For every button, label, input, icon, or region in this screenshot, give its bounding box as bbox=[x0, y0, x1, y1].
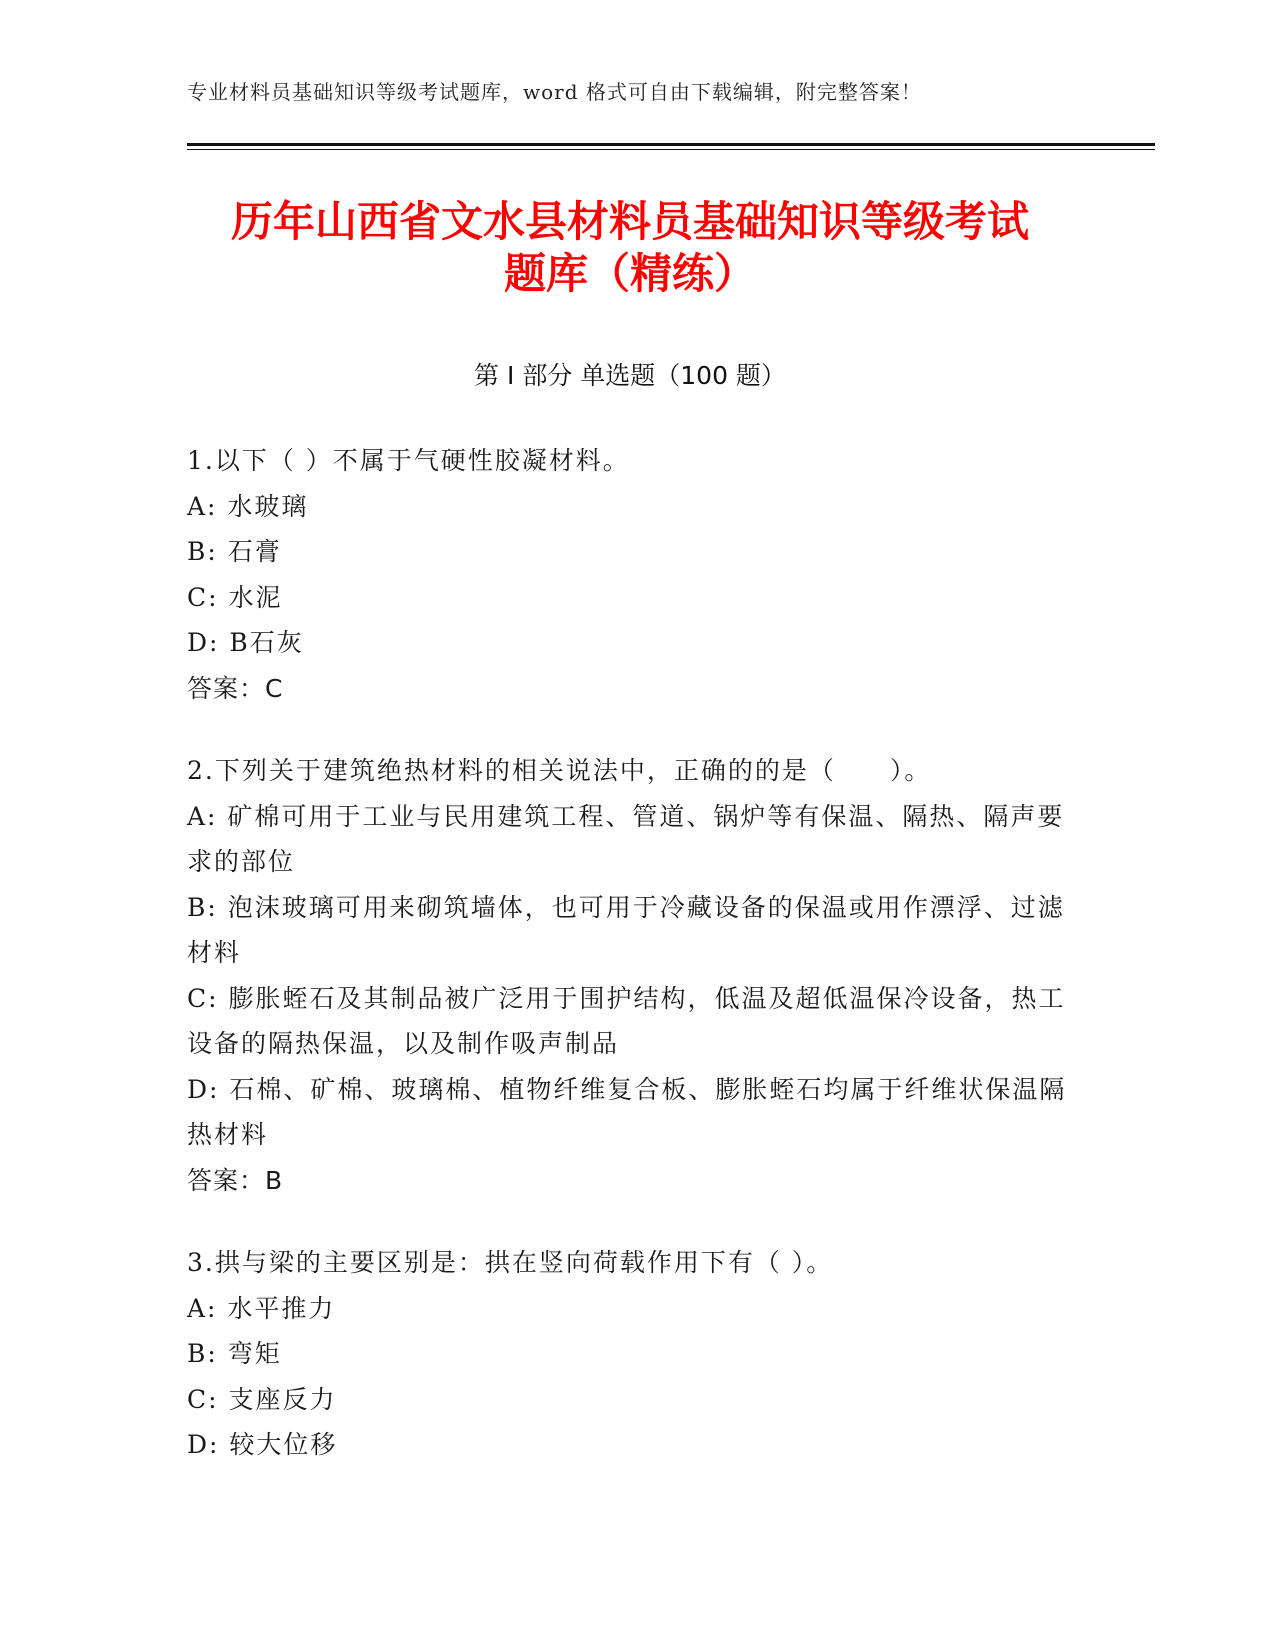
option-c: C: 支座反力 bbox=[187, 1384, 337, 1414]
question-2 bbox=[187, 748, 1077, 1203]
option-a: A: 水平推力 bbox=[187, 1293, 336, 1323]
document-title bbox=[180, 196, 1080, 300]
document-title-line-1: 历年山西省文水县材料员基础知识等级考试 bbox=[230, 197, 1029, 246]
option-c: C: 膨胀蛭石及其制品被广泛用于围护结构，低温及超低温保冷设备，热工设备的隔热保温，以及制作吸声制品 bbox=[187, 983, 1066, 1058]
option-d: D: 石棉、矿棉、玻璃棉、植物纤维复合板、膨胀蛭石均属于纤维状保温隔热材料 bbox=[187, 1074, 1067, 1149]
question-stem: 2.下列关于建筑绝热材料的相关说法中，正确的的是（ ）。 bbox=[187, 756, 932, 785]
answer: 答案：C bbox=[187, 673, 284, 703]
option-b: B: 弯矩 bbox=[187, 1339, 282, 1368]
header-rule-thin bbox=[187, 149, 1155, 150]
header-rule-thick bbox=[187, 143, 1155, 146]
option-c: C: 水泥 bbox=[187, 582, 283, 612]
option-a: A: 水玻璃 bbox=[187, 491, 309, 521]
question-list bbox=[187, 438, 1077, 1505]
header-note: 专业材料员基础知识等级考试题库，word 格式可自由下载编辑，附完整答案！ bbox=[187, 80, 922, 104]
answer: 答案：B bbox=[187, 1165, 284, 1195]
option-b: B: 泡沫玻璃可用来砌筑墙体，也可用于冷藏设备的保温或用作漂浮、过滤材料 bbox=[187, 892, 1065, 967]
question-stem: 3.拱与梁的主要区别是：拱在竖向荷载作用下有（ ）。 bbox=[187, 1248, 834, 1277]
section-title: 第 I 部分 单选题（100 题） bbox=[474, 361, 786, 390]
option-a: A: 矿棉可用于工业与民用建筑工程、管道、锅炉等有保温、隔热、隔声要求的部位 bbox=[187, 801, 1065, 876]
option-b: B: 石膏 bbox=[187, 537, 282, 566]
document-title-line-2: 题库（精练） bbox=[503, 249, 756, 298]
option-d: D: B石灰 bbox=[187, 628, 304, 657]
question-1 bbox=[187, 438, 1077, 711]
question-3 bbox=[187, 1240, 1077, 1468]
option-d: D: 较大位移 bbox=[187, 1430, 338, 1459]
question-stem: 1.以下（ ）不属于气硬性胶凝材料。 bbox=[187, 446, 630, 475]
